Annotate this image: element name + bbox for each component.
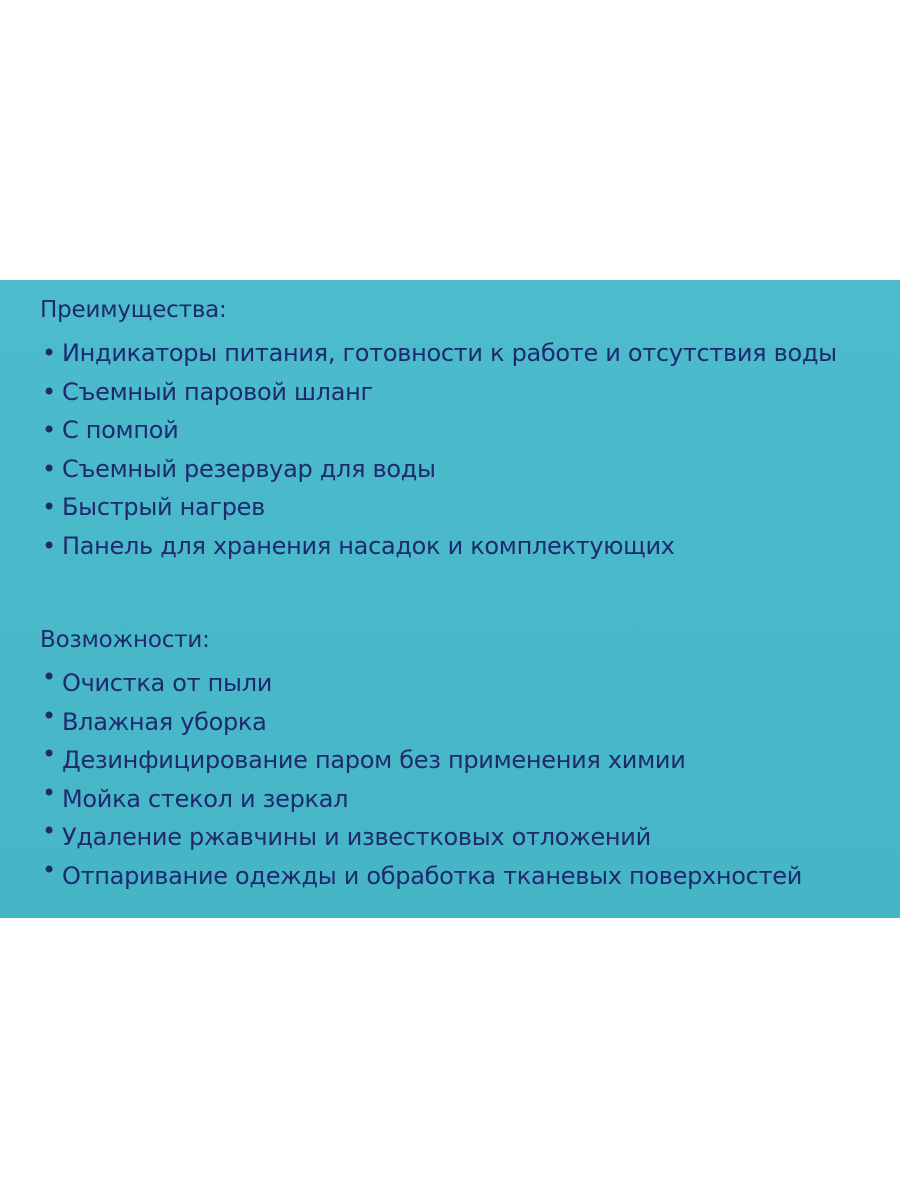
list-item-text: Влажная уборка bbox=[62, 707, 267, 736]
list-item bbox=[40, 411, 880, 450]
list-item-text: Мойка стекол и зеркал bbox=[62, 784, 349, 813]
list-item bbox=[40, 703, 880, 742]
features-heading: Возможности: bbox=[40, 627, 210, 653]
features-section bbox=[40, 626, 880, 895]
list-item-text: Дезинфицирование паром без применения химии bbox=[62, 746, 686, 774]
list-item bbox=[40, 664, 880, 703]
list-item bbox=[40, 527, 880, 566]
bullet-icon: • bbox=[42, 454, 56, 483]
list-item-text: Быстрый нагрев bbox=[62, 493, 265, 521]
list-item bbox=[40, 373, 880, 412]
list-item-text: Отпаривание одежды и обработка тканевых поверхностей bbox=[62, 861, 803, 890]
list-item bbox=[40, 488, 880, 527]
bullet-icon: • bbox=[42, 855, 56, 884]
list-item bbox=[40, 741, 880, 780]
advantages-list bbox=[40, 334, 880, 565]
list-item bbox=[40, 450, 880, 489]
list-item bbox=[40, 857, 880, 896]
list-item-text: Очистка от пыли bbox=[62, 669, 273, 697]
bullet-icon: • bbox=[42, 377, 56, 406]
bullet-icon: • bbox=[42, 817, 56, 845]
bullet-icon: • bbox=[42, 663, 56, 691]
bullet-icon: • bbox=[42, 339, 56, 367]
bullet-icon: • bbox=[42, 740, 56, 768]
list-item-text: Съемный паровой шланг bbox=[62, 377, 373, 406]
bullet-icon: • bbox=[42, 701, 56, 730]
list-item-text: Удаление ржавчины и известковых отложений bbox=[62, 823, 651, 851]
list-item bbox=[40, 780, 880, 819]
list-item-text: Съемный резервуар для воды bbox=[62, 454, 436, 483]
info-panel bbox=[0, 280, 900, 918]
list-item-text: С помпой bbox=[62, 416, 179, 444]
list-item-text: Панель для хранения насадок и комплектующих bbox=[62, 531, 675, 560]
bullet-icon: • bbox=[42, 416, 56, 444]
list-item bbox=[40, 334, 880, 373]
list-item bbox=[40, 818, 880, 857]
advantages-heading: Преимущества: bbox=[40, 297, 227, 323]
advantages-section bbox=[40, 296, 880, 565]
bullet-icon: • bbox=[42, 531, 56, 560]
bullet-icon: • bbox=[42, 493, 56, 521]
features-list bbox=[40, 664, 880, 895]
bullet-icon: • bbox=[42, 778, 56, 807]
list-item-text: Индикаторы питания, готовности к работе и отсутствия воды bbox=[62, 339, 837, 367]
